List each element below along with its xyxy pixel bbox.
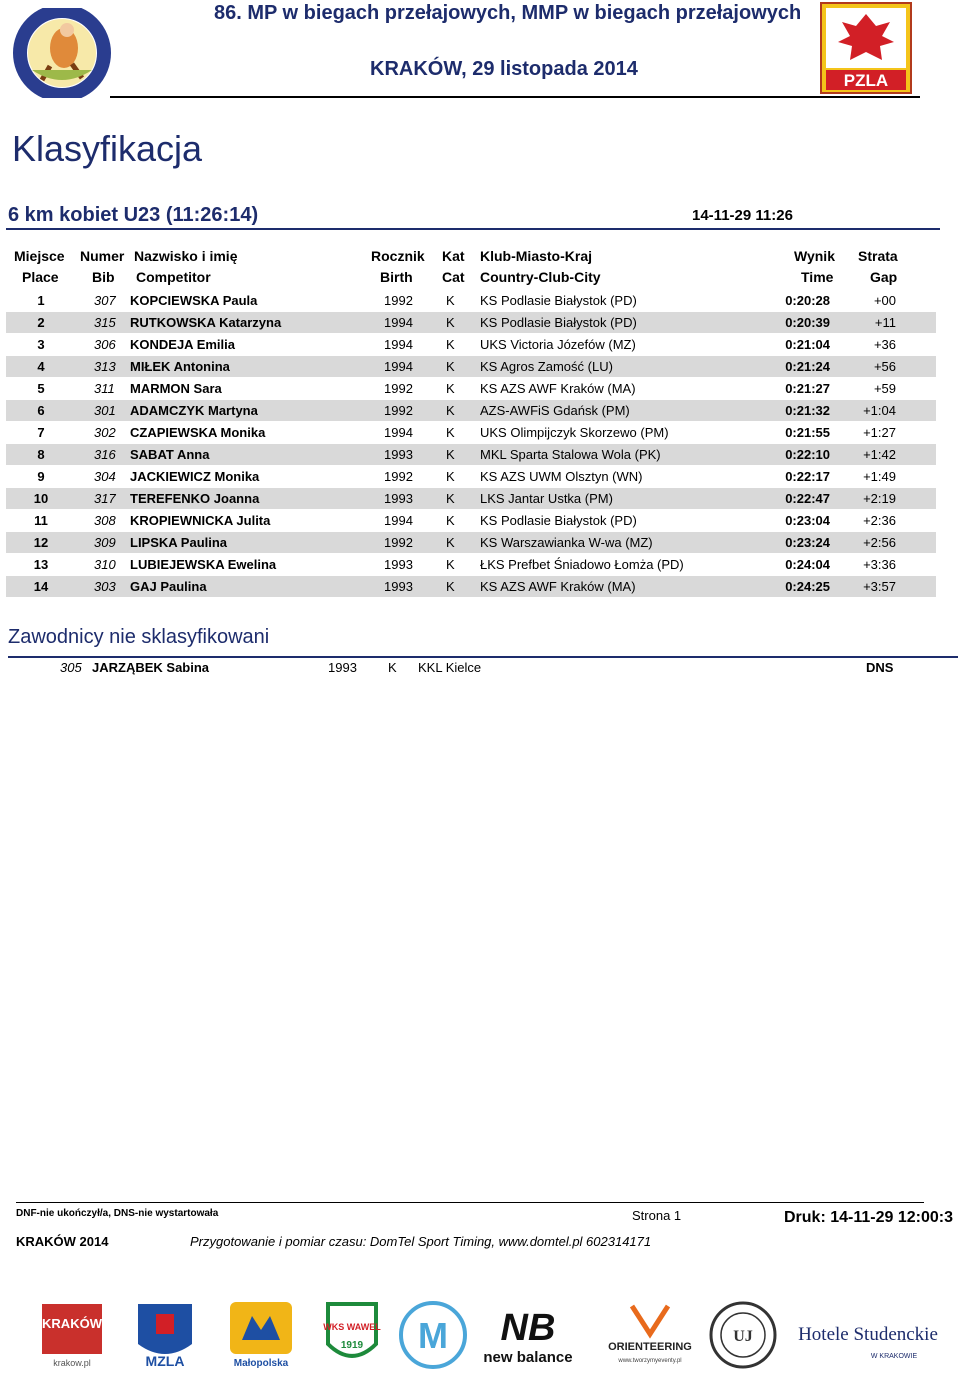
birth-year: 1993	[384, 579, 413, 594]
svg-text:1919: 1919	[340, 1340, 364, 1351]
timing-credit: Przygotowanie i pomiar czasu: DomTel Sport Timing, www.domtel.pl 602314171	[190, 1234, 652, 1249]
bib: 307	[94, 293, 116, 308]
svg-text:ORIENTEERING: ORIENTEERING	[608, 1341, 692, 1353]
sponsor-uj-logo	[708, 1300, 778, 1370]
svg-text:NB: NB	[500, 1307, 556, 1349]
birth-year: 1993	[384, 447, 413, 462]
sponsor-newbalance-logo	[472, 1300, 584, 1370]
col-cat-pl: Kat	[442, 248, 465, 264]
birth-year: 1993	[384, 491, 413, 506]
club: KS Agros Zamość (LU)	[480, 359, 613, 374]
bib: 302	[94, 425, 116, 440]
bib: 305	[60, 660, 82, 675]
place: 12	[33, 535, 49, 550]
col-cat-en: Cat	[442, 269, 465, 285]
result-time: 0:23:24	[785, 535, 830, 550]
club: KS Warszawianka W-wa (MZ)	[480, 535, 653, 550]
race-divider	[6, 228, 940, 230]
col-club-en: Country-Club-City	[480, 269, 601, 285]
club: KS Podlasie Białystok (PD)	[480, 293, 637, 308]
sponsor-m-logo	[398, 1300, 468, 1370]
print-timestamp: Druk: 14-11-29 12:00:3	[784, 1209, 953, 1226]
page-title: Klasyfikacja	[12, 128, 203, 169]
result-time: 0:21:04	[785, 337, 830, 352]
col-place-pl: Miejsce	[14, 248, 65, 264]
bib: 306	[94, 337, 116, 352]
svg-text:www.tworzymyeventy.pl: www.tworzymyeventy.pl	[618, 1358, 682, 1364]
bib: 317	[94, 491, 116, 506]
competitor-name: MARMON Sara	[130, 381, 222, 396]
table-row	[6, 312, 936, 333]
sponsor-mzla-logo	[130, 1300, 200, 1370]
competitor-name: JACKIEWICZ Monika	[130, 469, 260, 484]
time-gap: +1:27	[863, 425, 896, 440]
col-place-en: Place	[22, 269, 59, 285]
place: 2	[37, 315, 45, 330]
club: UKS Victoria Józefów (MZ)	[480, 337, 636, 352]
birth-year: 1994	[384, 425, 413, 440]
col-gap-en: Gap	[870, 269, 898, 285]
col-birth-en: Birth	[380, 269, 413, 285]
result-time: 0:21:27	[785, 381, 830, 396]
svg-text:PZLA: PZLA	[843, 71, 889, 90]
competitor-name: CZAPIEWSKA Monika	[130, 425, 266, 440]
result-time: 0:22:47	[785, 491, 830, 506]
bib: 316	[94, 447, 116, 462]
category: K	[446, 557, 455, 572]
svg-text:MZLA: MZLA	[145, 1353, 185, 1369]
club: UKS Olimpijczyk Skorzewo (PM)	[480, 425, 669, 440]
svg-text:WKS WAWEL: WKS WAWEL	[323, 1322, 381, 1332]
birth-year: 1992	[384, 293, 413, 308]
col-time-en: Time	[801, 269, 834, 285]
birth-year: 1994	[384, 337, 413, 352]
table-row	[6, 334, 936, 355]
time-gap: +1:04	[863, 403, 896, 418]
race-datetime: 14-11-29 11:26	[692, 207, 793, 224]
place: 9	[37, 469, 45, 484]
birth-year: 1993	[328, 660, 357, 675]
footer-divider	[16, 1202, 924, 1203]
competitor-name: LIPSKA Paulina	[130, 535, 228, 550]
not-classified-row	[0, 660, 960, 680]
birth-year: 1992	[384, 469, 413, 484]
competitor-name: MIŁEK Antonina	[130, 359, 230, 374]
time-gap: +11	[874, 315, 896, 330]
bib: 315	[94, 315, 116, 330]
category: K	[446, 447, 455, 462]
result-time: 0:23:04	[785, 513, 830, 528]
result-time: 0:24:25	[785, 579, 830, 594]
place: 4	[37, 359, 45, 374]
table-row	[6, 510, 936, 531]
place: 8	[37, 447, 45, 462]
place: 13	[33, 557, 49, 572]
table-row	[6, 576, 936, 597]
result-time: 0:21:32	[785, 403, 830, 418]
pzla-logo	[820, 2, 912, 94]
header-divider	[110, 96, 920, 98]
competitor-name: GAJ Paulina	[130, 579, 207, 594]
sponsor-malopolska-logo	[226, 1300, 296, 1370]
col-birth-pl: Rocznik	[371, 248, 425, 264]
place: 10	[33, 491, 49, 506]
birth-year: 1992	[384, 535, 413, 550]
time-gap: +59	[873, 381, 896, 396]
competitor-name: SABAT Anna	[130, 447, 210, 462]
competitor-name: ADAMCZYK Martyna	[130, 403, 258, 418]
svg-text:new balance: new balance	[483, 1349, 573, 1366]
category: K	[446, 491, 455, 506]
svg-text:W KRAKOWIE: W KRAKOWIE	[870, 1353, 918, 1360]
birth-year: 1994	[384, 359, 413, 374]
status: DNS	[866, 660, 894, 675]
place: 3	[37, 337, 45, 352]
competitor-name: LUBIEJEWSKA Ewelina	[130, 557, 277, 572]
competitor-name: KONDEJA Emilia	[130, 337, 235, 352]
col-bib-en: Bib	[92, 269, 115, 285]
place: 1	[37, 293, 45, 308]
sponsor-wawel-logo	[322, 1300, 382, 1370]
table-row	[6, 422, 936, 443]
category: K	[446, 315, 455, 330]
time-gap: +56	[873, 359, 896, 374]
col-club-pl: Klub-Miasto-Kraj	[480, 248, 592, 264]
competitor-name: JARZĄBEK Sabina	[92, 660, 210, 675]
category: K	[446, 293, 455, 308]
club: KS Podlasie Białystok (PD)	[480, 315, 637, 330]
result-time: 0:20:39	[785, 315, 830, 330]
birth-year: 1992	[384, 381, 413, 396]
club: MKL Sparta Stalowa Wola (PK)	[480, 447, 661, 462]
club: KS AZS UWM Olsztyn (WN)	[480, 469, 643, 484]
footer-legend: DNF-nie ukończył/a, DNS-nie wystartowała	[16, 1208, 219, 1219]
event-title: 86. MP w biegach przełajowych, MMP w biegach przełajowych	[214, 2, 802, 24]
svg-text:Małopolska: Małopolska	[233, 1358, 289, 1369]
svg-text:krakow.pl: krakow.pl	[53, 1358, 91, 1368]
club: LKS Jantar Ustka (PM)	[480, 491, 613, 506]
time-gap: +1:49	[863, 469, 896, 484]
event-subtitle: KRAKÓW, 29 listopada 2014	[370, 58, 638, 80]
club: KS AZS AWF Kraków (MA)	[480, 579, 636, 594]
race-title: 6 km kobiet U23 (11:26:14)	[8, 204, 259, 226]
bib: 311	[94, 381, 115, 396]
club: KKL Kielce	[418, 660, 482, 675]
place: 5	[37, 381, 45, 396]
table-row	[6, 444, 936, 465]
time-gap: +2:19	[863, 491, 896, 506]
col-time-pl: Wynik	[794, 248, 835, 264]
place: 11	[34, 513, 48, 528]
svg-text:UJ: UJ	[733, 1328, 753, 1345]
time-gap: +2:36	[863, 513, 896, 528]
competitor-name: TEREFENKO Joanna	[130, 491, 260, 506]
category: K	[446, 579, 455, 594]
result-time: 0:22:17	[785, 469, 830, 484]
svg-text:Hotele Studenckie: Hotele Studenckie	[798, 1324, 938, 1345]
col-gap-pl: Strata	[858, 248, 898, 264]
birth-year: 1993	[384, 557, 413, 572]
svg-text:KRAKÓW: KRAKÓW	[42, 1316, 102, 1331]
category: K	[446, 535, 455, 550]
svg-text:M: M	[418, 1315, 448, 1356]
place: 7	[37, 425, 45, 440]
championship-logo	[12, 8, 112, 98]
bib: 308	[94, 513, 116, 528]
col-name-en: Competitor	[136, 269, 211, 285]
footer-city: KRAKÓW 2014	[16, 1234, 109, 1249]
table-row	[6, 356, 936, 377]
table-row	[6, 378, 936, 399]
not-classified-divider	[8, 656, 958, 658]
category: K	[446, 337, 455, 352]
category: K	[388, 660, 397, 675]
club: KS Podlasie Białystok (PD)	[480, 513, 637, 528]
category: K	[446, 513, 455, 528]
competitor-name: RUTKOWSKA Katarzyna	[130, 315, 282, 330]
time-gap: +3:57	[863, 579, 896, 594]
sponsor-krakow-logo	[40, 1300, 104, 1370]
place: 6	[37, 403, 45, 418]
result-time: 0:21:24	[785, 359, 830, 374]
col-bib-pl: Numer	[80, 248, 125, 264]
category: K	[446, 403, 455, 418]
bib: 301	[94, 403, 116, 418]
competitor-name: KROPIEWNICKA Julita	[130, 513, 271, 528]
sponsor-orienteering-logo	[602, 1300, 698, 1370]
bib: 309	[94, 535, 116, 550]
time-gap: +3:36	[863, 557, 896, 572]
table-row	[6, 400, 936, 421]
time-gap: +2:56	[863, 535, 896, 550]
result-time: 0:20:28	[785, 293, 830, 308]
page-number: Strona 1	[632, 1208, 682, 1223]
table-row	[6, 466, 936, 487]
bib: 310	[94, 557, 116, 572]
sponsor-strip	[40, 1300, 940, 1375]
club: AZS-AWFiS Gdańsk (PM)	[480, 403, 630, 418]
col-name-pl: Nazwisko i imię	[134, 248, 238, 264]
bib: 304	[94, 469, 116, 484]
bib: 303	[94, 579, 116, 594]
time-gap: +1:42	[863, 447, 896, 462]
result-time: 0:22:10	[785, 447, 830, 462]
club: KS AZS AWF Kraków (MA)	[480, 381, 636, 396]
birth-year: 1994	[384, 513, 413, 528]
club: ŁKS Prefbet Śniadowo Łomża (PD)	[480, 557, 684, 572]
birth-year: 1992	[384, 403, 413, 418]
category: K	[446, 425, 455, 440]
place: 14	[33, 579, 49, 594]
competitor-name: KOPCIEWSKA Paula	[130, 293, 258, 308]
bib: 313	[94, 359, 116, 374]
birth-year: 1994	[384, 315, 413, 330]
table-row	[6, 488, 936, 509]
table-row	[6, 532, 936, 553]
category: K	[446, 381, 455, 396]
not-classified-title: Zawodnicy nie sklasyfikowani	[8, 626, 270, 648]
time-gap: +36	[873, 337, 896, 352]
table-row	[6, 554, 936, 575]
result-time: 0:24:04	[785, 557, 830, 572]
category: K	[446, 359, 455, 374]
sponsor-hotele-logo	[796, 1300, 940, 1370]
table-row	[6, 290, 936, 311]
time-gap: +00	[873, 293, 896, 308]
result-time: 0:21:55	[785, 425, 830, 440]
category: K	[446, 469, 455, 484]
